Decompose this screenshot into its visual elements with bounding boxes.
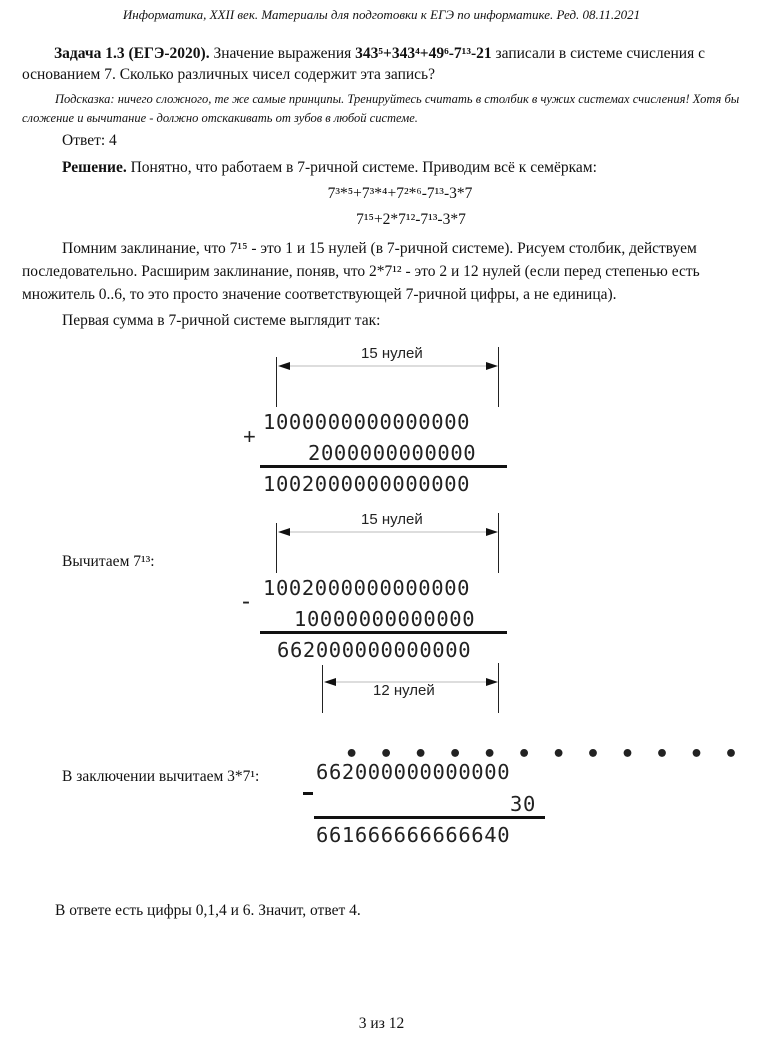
first-sum-label: Первая сумма в 7-ричной системе выглядит так: [62,312,381,329]
addend-2: 2000000000000 [308,441,477,465]
plus-operator: + [243,424,256,449]
subtract-label: Вычитаем 7¹³: [62,553,155,570]
borrow-dots: • • • • • • • • • • • • [345,742,742,767]
task-intro: Значение выражения [213,45,352,62]
dimension-label: 15 нулей [361,511,423,528]
final-result: 661666666666640 [316,823,511,847]
minuend: 1002000000000000 [263,576,471,600]
final-minus-operator [303,792,313,795]
difference-result: 662000000000000 [277,638,472,662]
sum-result: 1002000000000000 [263,472,471,496]
final-subtrahend: 30 [510,792,536,816]
task-statement [22,43,747,85]
page-number: 3 из 12 [358,1015,405,1032]
task-expression: 343⁵+343⁴+49⁶-7¹³-21 [355,45,492,62]
explanation-paragraph [22,237,747,306]
final-label: В заключении вычитаем 3*7¹: [62,768,260,785]
sum-rule [260,465,507,468]
bottom-dimension-label: 12 нулей [373,682,435,699]
formula-1: 7³*⁵+7³*⁴+7²*⁶-7¹³-3*7 [327,185,473,202]
difference-rule [260,631,507,634]
minus-operator: - [242,588,250,615]
hint [22,90,757,128]
running-header: Информатика, XXII век. Материалы для подготовки к ЕГЭ по информатике. Ред. 08.11.2021 [122,7,641,22]
task-label: Задача 1.3 (ЕГЭ-2020). [54,45,210,62]
solution-text: Понятно, что работаем в 7-ричной системе. Приводим всё к семёркам: [130,159,597,176]
formula-2: 7¹⁵+2*7¹²-7¹³-3*7 [356,211,466,228]
final-minuend: 662000000000000 [316,760,511,784]
final-rule [314,816,545,819]
dimension-right-tick [498,513,499,573]
addend-1: 1000000000000000 [263,410,471,434]
dimension-label: 15 нулей [361,345,423,362]
conclusion: В ответе есть цифры 0,1,4 и 6. Значит, ответ 4. [55,902,361,919]
answer: Ответ: 4 [62,132,117,149]
explanation-text: Помним заклинание, что 7¹⁵ - это 1 и 15 нулей (в 7-ричной системе). Рисуем столбик, действуем последовательно. Расширим заклинание, поняв, что 2*7¹² - это 2 и 12 нулей (если перед степенью есть множитель 0..6, то это просто значение соответствующей 7-ричной цифры, а не единица). [22,240,700,303]
solution-label: Решение. [62,159,127,176]
subtrahend: 10000000000000 [294,607,476,631]
hint-text: Подсказка: ничего сложного, те же самые принципы. Тренируйтесь считать в столбик в чужих системах счисления! Хотя бы сложение и вычитание - должно отскакивать от зубов в любой системе. [22,92,740,125]
task-question: записали в системе счисления с основанием 7. Сколько различных чисел содержит эта запись? [22,45,705,83]
solution-intro [62,159,597,177]
dimension-right-tick [498,347,499,407]
